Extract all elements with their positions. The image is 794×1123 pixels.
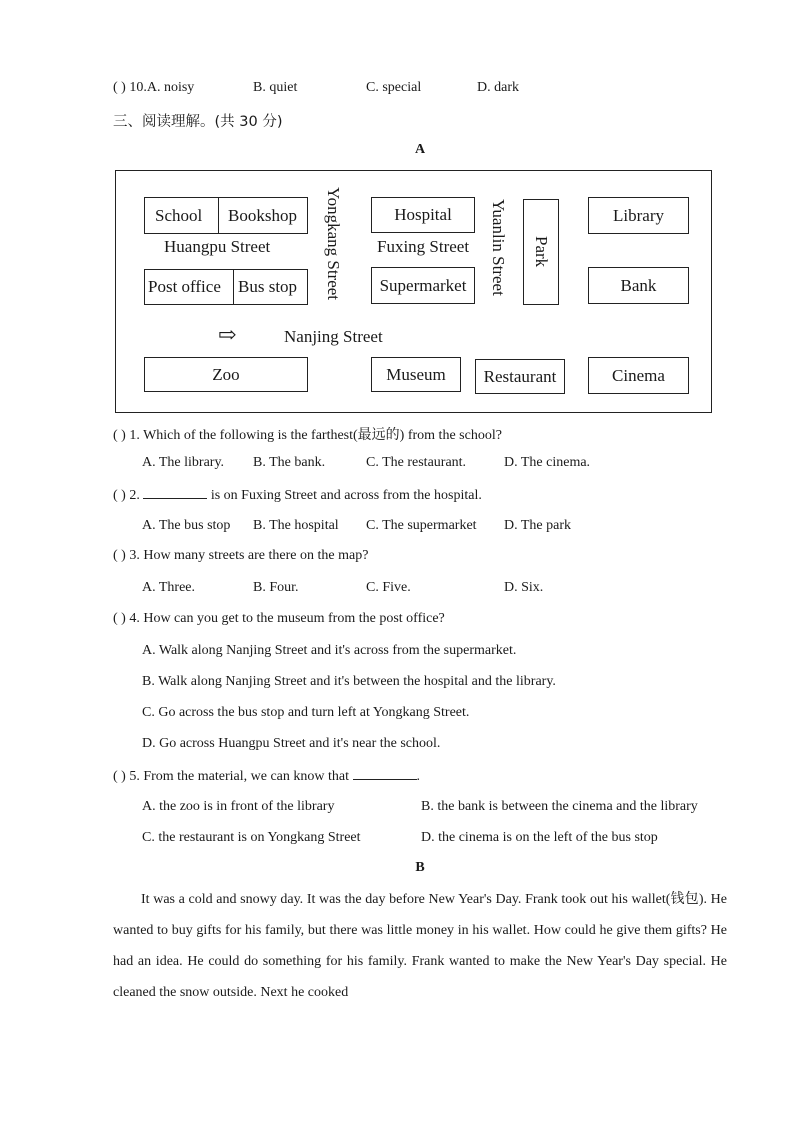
street-map: [115, 170, 712, 413]
map-school: School: [155, 205, 203, 225]
answer-blank[interactable]: [353, 767, 417, 780]
arrow-icon: ⇨: [218, 322, 237, 347]
q10-option-d: D. dark: [477, 80, 519, 95]
q10-row: [113, 80, 194, 96]
q1-option-a: A. The library.: [142, 455, 225, 470]
question-4: [113, 611, 445, 627]
question-3: [113, 548, 368, 564]
map-fuxing-street: Fuxing Street: [377, 237, 470, 256]
q2-option-c: C. The supermarket: [366, 518, 477, 533]
q4-option-a: A. Walk along Nanjing Street and it's across from the supermarket.: [142, 643, 517, 658]
answer-paren[interactable]: ( ): [113, 548, 126, 563]
question-stem: 4. How can you get to the museum from the post office?: [129, 611, 445, 626]
map-hospital: Hospital: [371, 197, 475, 233]
map-restaurant: Restaurant: [475, 359, 565, 394]
map-cinema: Cinema: [588, 357, 689, 394]
map-yongkang-street: Yongkang Street: [324, 187, 343, 301]
q3-option-b: B. Four.: [253, 580, 299, 595]
question-1: [113, 424, 502, 444]
question-stem: 2.: [129, 488, 140, 503]
map-yuanlin-street: Yuanlin Street: [489, 199, 508, 296]
q1-option-d: D. The cinema.: [504, 455, 591, 470]
q10-option-c: C. special: [366, 80, 422, 95]
question-stem: 1. Which of the following is the farthest(最远的) from the school?: [129, 428, 502, 443]
q5-option-b: B. the bank is between the cinema and the library: [421, 799, 698, 814]
map-bank: Bank: [588, 267, 689, 304]
q3-option-c: C. Five.: [366, 580, 411, 595]
q2-option-b: B. The hospital: [253, 518, 339, 533]
map-park: Park: [532, 236, 551, 268]
q4-option-d: D. Go across Huangpu Street and it's near the school.: [142, 736, 441, 751]
q5-option-d: D. the cinema is on the left of the bus stop: [421, 830, 658, 845]
answer-blank[interactable]: [143, 486, 207, 499]
q5-option-c: C. the restaurant is on Yongkang Street: [142, 830, 361, 845]
map-supermarket: Supermarket: [371, 267, 475, 304]
post-bus-block: [144, 269, 308, 305]
passage-a-letter: A: [414, 142, 426, 157]
question-5: ( ) 5. From the material, we can know that .: [113, 769, 420, 784]
map-zoo: Zoo: [144, 357, 308, 392]
q10-option-a: 10.A. noisy: [129, 80, 195, 95]
answer-paren[interactable]: ( ): [113, 769, 126, 784]
map-bus-stop: Bus stop: [233, 269, 297, 305]
question-2: [113, 486, 482, 504]
answer-paren[interactable]: ( ): [113, 80, 126, 95]
map-huangpu-street: Huangpu Street: [164, 237, 271, 256]
map-nanjing-street: Nanjing Street: [284, 327, 383, 346]
passage-b-letter: B: [415, 860, 425, 875]
school-bookshop-block: [144, 197, 308, 234]
map-bookshop: Bookshop: [218, 197, 297, 234]
q1-option-b: B. The bank.: [253, 455, 326, 470]
answer-paren[interactable]: ( ): [113, 488, 126, 503]
q5-option-a: A. the zoo is in front of the library: [142, 799, 335, 814]
q4-option-c: C. Go across the bus stop and turn left at Yongkang Street.: [142, 705, 470, 720]
q1-option-c: C. The restaurant.: [366, 455, 467, 470]
q3-option-d: D. Six.: [504, 580, 544, 595]
q3-option-a: A. Three.: [142, 580, 195, 595]
q2-option-a: A. The bus stop: [142, 518, 231, 533]
q2-option-d: D. The park: [504, 518, 571, 533]
map-library: Library: [588, 197, 689, 234]
question-stem: 3. How many streets are there on the map?: [129, 548, 369, 563]
q10-option-b: B. quiet: [253, 80, 298, 95]
park-block: [523, 199, 559, 305]
question-stem: 5. From the material, we can know that: [129, 769, 349, 784]
answer-paren[interactable]: ( ): [113, 428, 126, 443]
map-museum: Museum: [371, 357, 461, 392]
passage-b-text: It was a cold and snowy day. It was the day before New Year's Day. Frank took out his wallet(钱包). He wanted to buy gifts for his family, but there was little money in his wallet. How could he give them gifts? He had an idea. He could do something for his family. Frank wanted to make the New Year's Day special. He cleaned the snow outside. Next he cooked: [113, 892, 727, 1000]
map-post-office: Post office: [148, 277, 221, 296]
answer-paren[interactable]: ( ): [113, 611, 126, 626]
section-title: 三、阅读理解。(共 30 分): [113, 114, 283, 130]
q4-option-b: B. Walk along Nanjing Street and it's between the hospital and the library.: [142, 674, 556, 689]
question-stem: is on Fuxing Street and across from the hospital.: [210, 488, 482, 503]
